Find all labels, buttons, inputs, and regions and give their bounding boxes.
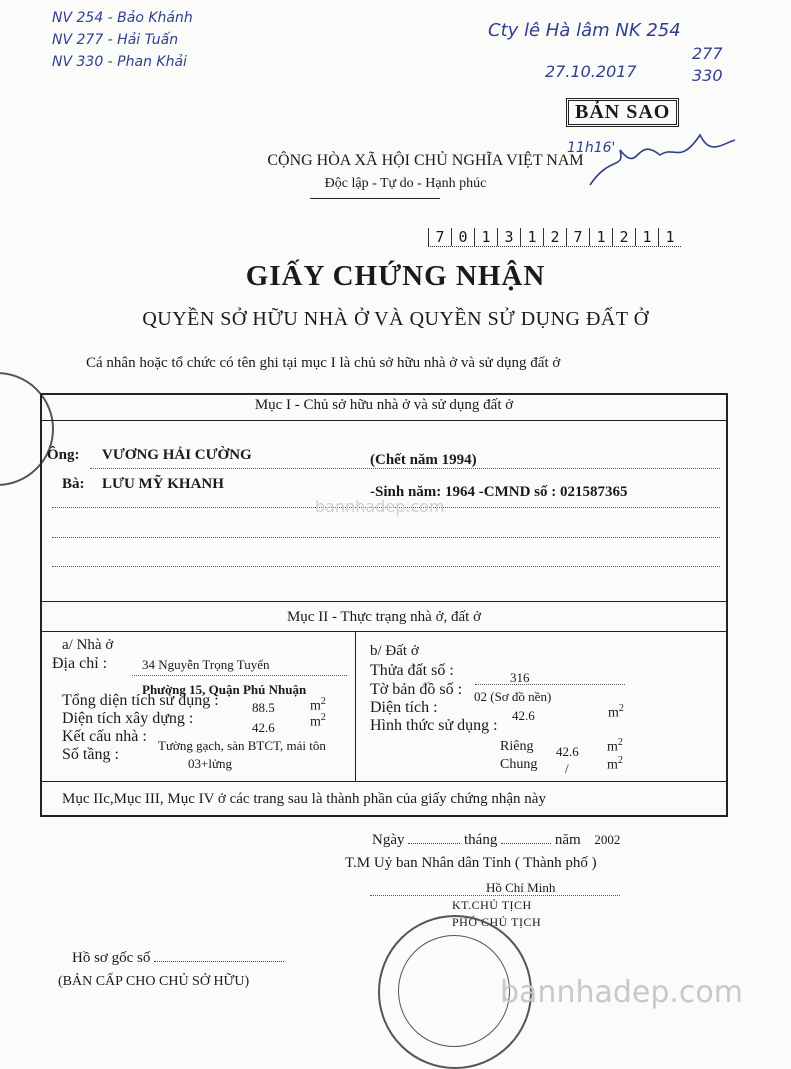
floors-label: Số tầng : xyxy=(62,746,119,763)
private-unit: $m^2$ xyxy=(607,737,623,755)
total-area-label: Tổng diện tích sử dụng : xyxy=(62,692,219,709)
usage-label: Hình thức sử dụng : xyxy=(370,717,498,734)
section2-divider xyxy=(40,631,728,632)
shared-unit-m: m xyxy=(607,757,618,773)
committee-label: T.M Uỷ ban Nhân dân Tỉnh ( Thành phố ) xyxy=(345,855,597,871)
serial-digit: 1 xyxy=(589,228,612,246)
certificate-title: GIẤY CHỨNG NHẬN xyxy=(245,260,546,292)
role-pho-chu-tich: PHÓ CHỦ TỊCH xyxy=(452,915,542,929)
handwritten-time: 11h16' xyxy=(567,140,616,156)
build-area-unit: $m^2$ xyxy=(310,712,326,730)
serial-number xyxy=(428,228,681,247)
month-label: tháng xyxy=(464,832,498,848)
owner1-name: VƯƠNG HẢI CƯỜNG xyxy=(102,447,252,463)
total-area-unit-m: m xyxy=(310,698,321,714)
handwritten-date: 27.10.2017 xyxy=(545,62,637,81)
issued-to: (BẢN CẤP CHO CHỦ SỞ HỮU) xyxy=(58,974,250,989)
intro-text: Cá nhân hoặc tổ chức có tên ghi tại mục I là chủ sở hữu nhà ở và sử dụng đất ở xyxy=(86,355,561,371)
map-label: Tờ bản đồ số : xyxy=(370,681,463,698)
private-value: 42.6 xyxy=(556,744,579,759)
dotline-2 xyxy=(52,537,720,538)
serial-digit: 1 xyxy=(658,228,681,246)
build-area-value: 42.6 xyxy=(252,720,275,735)
file-origin-blank xyxy=(154,961,284,962)
file-origin xyxy=(72,950,284,967)
land-heading: b/ Đất ở xyxy=(370,643,419,659)
address-dotline xyxy=(132,675,347,676)
day-blank xyxy=(408,843,460,844)
national-motto: Độc lập - Tự do - Hạnh phúc xyxy=(324,176,487,191)
build-area-unit-m: m xyxy=(310,714,321,730)
plot-label: Thửa đất số : xyxy=(370,662,454,679)
land-area-label: Diện tích : xyxy=(370,699,438,716)
private-label: Riêng xyxy=(500,739,534,754)
map-value: 02 (Sơ đồ nền) xyxy=(474,689,552,704)
total-area-unit: $m^2$ xyxy=(310,696,326,714)
handwritten-company: Cty lê Hà lâm NK 254 xyxy=(488,20,681,41)
floors-value: 03+lửng xyxy=(188,756,232,771)
shared-unit: $m^2$ xyxy=(607,755,623,773)
handwritten-note-3: NV 330 - Phan Khải xyxy=(52,54,187,70)
section2-top-divider xyxy=(40,601,728,602)
owner2-name: LƯU MỸ KHANH xyxy=(102,476,224,492)
serial-digit: 2 xyxy=(543,228,566,246)
build-area-label: Diện tích xây dựng : xyxy=(62,710,194,727)
address-line1: 34 Nguyễn Trọng Tuyển xyxy=(142,657,270,672)
day-label: Ngày xyxy=(372,832,405,848)
handwritten-note-2: NV 277 - Hải Tuấn xyxy=(52,32,179,48)
section1-title: Mục I - Chủ sở hữu nhà ở và sử dụng đất ở xyxy=(254,397,514,413)
total-area-value: 88.5 xyxy=(252,700,275,715)
file-origin-label: Hồ sơ gốc số xyxy=(72,950,151,966)
owner1-prefix: Ông: xyxy=(47,447,80,463)
handwritten-note-1: NV 254 - Bảo Khánh xyxy=(52,10,193,26)
serial-digit: 2 xyxy=(612,228,635,246)
serial-digit: 7 xyxy=(428,228,451,246)
owner1-dotline xyxy=(90,468,720,469)
watermark-large: bannhadep.com xyxy=(500,975,744,1010)
serial-digit: 3 xyxy=(497,228,520,246)
house-heading: a/ Nhà ở xyxy=(62,637,114,653)
footer-divider xyxy=(40,781,728,782)
handwritten-330: 330 xyxy=(692,66,723,85)
structure-value: Tường gạch, sàn BTCT, mái tôn xyxy=(158,738,326,753)
section2-title: Mục II - Thực trạng nhà ở, đất ở xyxy=(286,609,482,625)
role-kt-chu-tich: KT.CHỦ TỊCH xyxy=(452,898,532,912)
owner2-note: -Sinh năm: 1964 -CMND số : 021587365 xyxy=(370,484,628,500)
serial-digit: 1 xyxy=(635,228,658,246)
owner1-note: (Chết năm 1994) xyxy=(370,452,477,468)
handwritten-277: 277 xyxy=(692,44,723,63)
section2-column-divider xyxy=(355,631,356,781)
shared-value: / xyxy=(565,761,569,776)
plot-dotline xyxy=(475,684,625,685)
city-value: Hồ Chí Minh xyxy=(486,880,556,895)
owner2-prefix: Bà: xyxy=(62,476,85,492)
dotline-3 xyxy=(52,566,720,567)
serial-digit: 1 xyxy=(520,228,543,246)
copy-stamp: BẢN SAO xyxy=(566,98,679,127)
city-dotline xyxy=(370,895,620,896)
land-area-unit-m: m xyxy=(608,705,619,721)
date-line xyxy=(372,832,620,849)
motto-underline xyxy=(310,198,440,199)
watermark-small: bannhadep.com xyxy=(315,497,445,516)
footer-note: Mục IIc,Mục III, Mục IV ở các trang sau là thành phần của giấy chứng nhận này xyxy=(62,791,546,807)
shared-label: Chung xyxy=(500,757,538,772)
year-label: năm xyxy=(554,832,581,848)
serial-digit: 1 xyxy=(474,228,497,246)
nation-heading: CỘNG HÒA XÃ HỘI CHỦ NGHĨA VIỆT NAM xyxy=(267,152,584,169)
land-area-unit: $m^2$ xyxy=(608,703,624,721)
plot-value: 316 xyxy=(510,670,530,685)
official-seal-inner xyxy=(398,935,510,1047)
land-area-value: 42.6 xyxy=(512,708,535,723)
serial-digit: 0 xyxy=(451,228,474,246)
month-blank xyxy=(501,843,551,844)
serial-digit: 7 xyxy=(566,228,589,246)
address-line2: Phường 15, Quận Phú Nhuận xyxy=(142,682,307,697)
private-unit-m: m xyxy=(607,739,618,755)
certificate-subtitle: QUYỀN SỞ HỮU NHÀ Ở VÀ QUYỀN SỬ DỤNG ĐẤT Ở xyxy=(142,308,649,330)
address-label: Địa chỉ : xyxy=(52,655,108,672)
structure-label: Kết cấu nhà : xyxy=(62,728,147,745)
year-value: 2002 xyxy=(594,832,621,847)
section1-divider xyxy=(40,420,728,421)
